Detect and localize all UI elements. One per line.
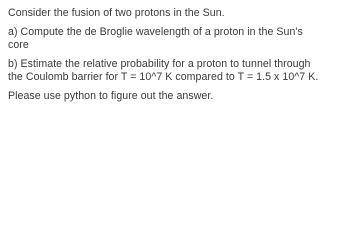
- part-a-text: [8, 26, 346, 53]
- part-b-text: [8, 58, 346, 85]
- question-text-block: [8, 7, 346, 108]
- instruction-line: Please use python to figure out the answer.: [8, 89, 214, 102]
- part-a-line-2: core: [8, 39, 29, 51]
- intro-line: Consider the fusion of two protons in the Sun.: [8, 7, 225, 19]
- part-b-line-2: the Coulomb barrier for T = 10^7 K compared to T = 1.5 x 10^7 K.: [8, 71, 319, 83]
- part-a-line-1: a) Compute the de Broglie wavelength of a proton in the Sun's: [8, 25, 303, 38]
- instruction-text: [8, 90, 346, 104]
- part-b-line-1: b) Estimate the relative probability for a proton to tunnel through: [8, 57, 311, 70]
- intro-text: [8, 7, 346, 21]
